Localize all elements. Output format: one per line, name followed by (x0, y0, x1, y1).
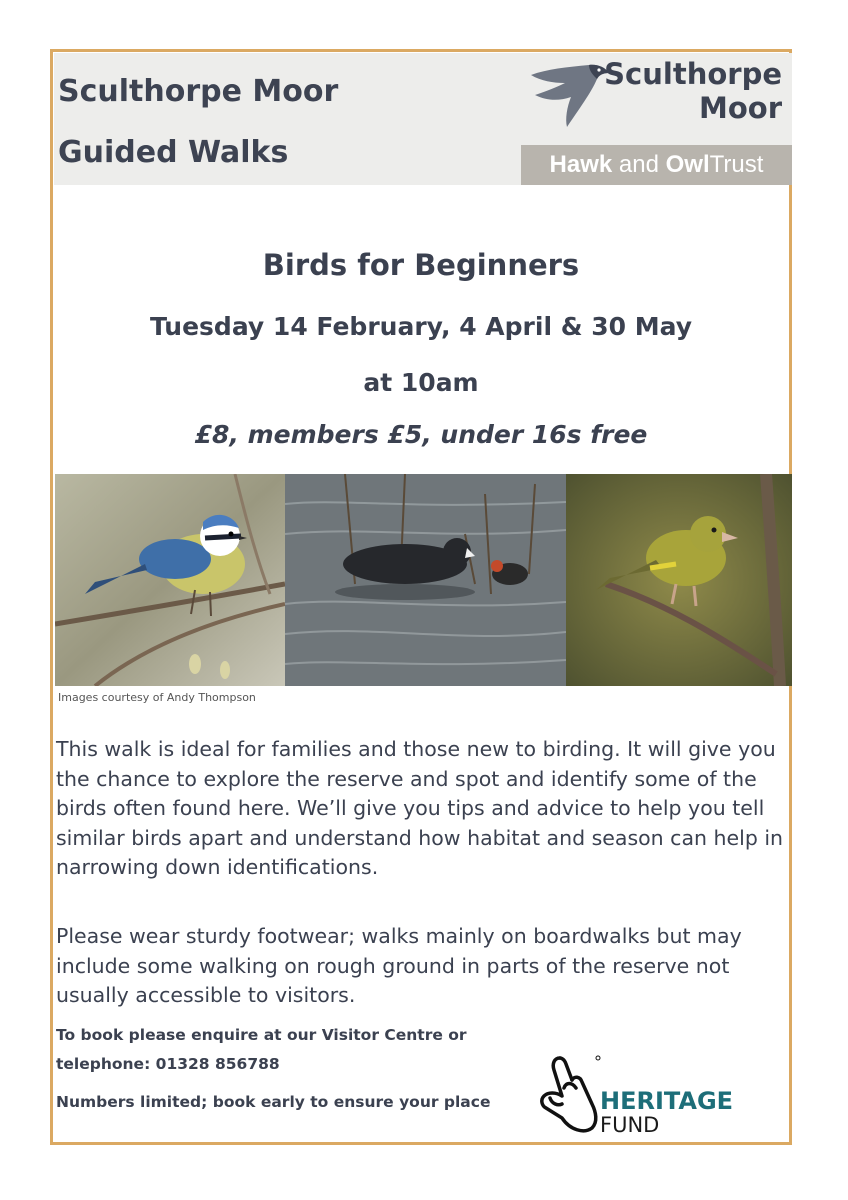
heritage-word: HERITAGE (600, 1087, 734, 1115)
hawk-owl-trust-band (521, 145, 792, 185)
band-word-owl: Owl (665, 151, 710, 178)
band-word-trust: Trust (709, 151, 764, 178)
bird-photos (55, 474, 792, 686)
blue-tit-photo (55, 474, 285, 686)
logo-name-line-1: Sculthorpe (604, 57, 782, 91)
fund-word: FUND (600, 1113, 660, 1137)
band-word-hawk: Hawk (549, 151, 613, 178)
band-word-and: and (618, 151, 659, 178)
crossed-fingers-icon (532, 1052, 602, 1138)
logo-name (604, 57, 782, 125)
description-paragraph: This walk is ideal for families and those new to birding. It will give you the chance to explore the reserve and spot and identify some of the birds often found here. We’ll give you tips and advice to help you tell similar birds apart and understand how habitat and season can help in narrowing down identifications. (56, 737, 784, 879)
coot-photo (285, 474, 566, 686)
heritage-fund-text (600, 1088, 733, 1136)
footwear-paragraph: Please wear sturdy footwear; walks mainly on boardwalks but may include some walking on rough ground in parts of the reserve not usually accessible to visitors. (56, 924, 742, 1007)
title-line-1: Sculthorpe Moor (58, 74, 339, 109)
sculthorpe-moor-logo (521, 53, 792, 185)
event-price: £8, members £5, under 16s free (194, 420, 648, 449)
heritage-fund-logo (532, 1052, 762, 1142)
photo-credit: Images courtesy of Andy Thompson (58, 691, 256, 704)
event-time: at 10am (363, 368, 479, 397)
page-title (58, 61, 338, 183)
numbers-limited-note: Numbers limited; book early to ensure your place (56, 1093, 491, 1111)
booking-phone: telephone: 01328 856788 (56, 1055, 280, 1073)
event-title: Birds for Beginners (262, 248, 580, 282)
greenfinch-photo (566, 474, 792, 686)
logo-name-line-2: Moor (698, 91, 782, 125)
title-line-2: Guided Walks (58, 135, 289, 170)
event-dates: Tuesday 14 February, 4 April & 30 May (149, 312, 693, 341)
falcon-icon (527, 55, 613, 141)
booking-line-1: To book please enquire at our Visitor Centre or (56, 1026, 467, 1044)
header-band (54, 53, 788, 185)
